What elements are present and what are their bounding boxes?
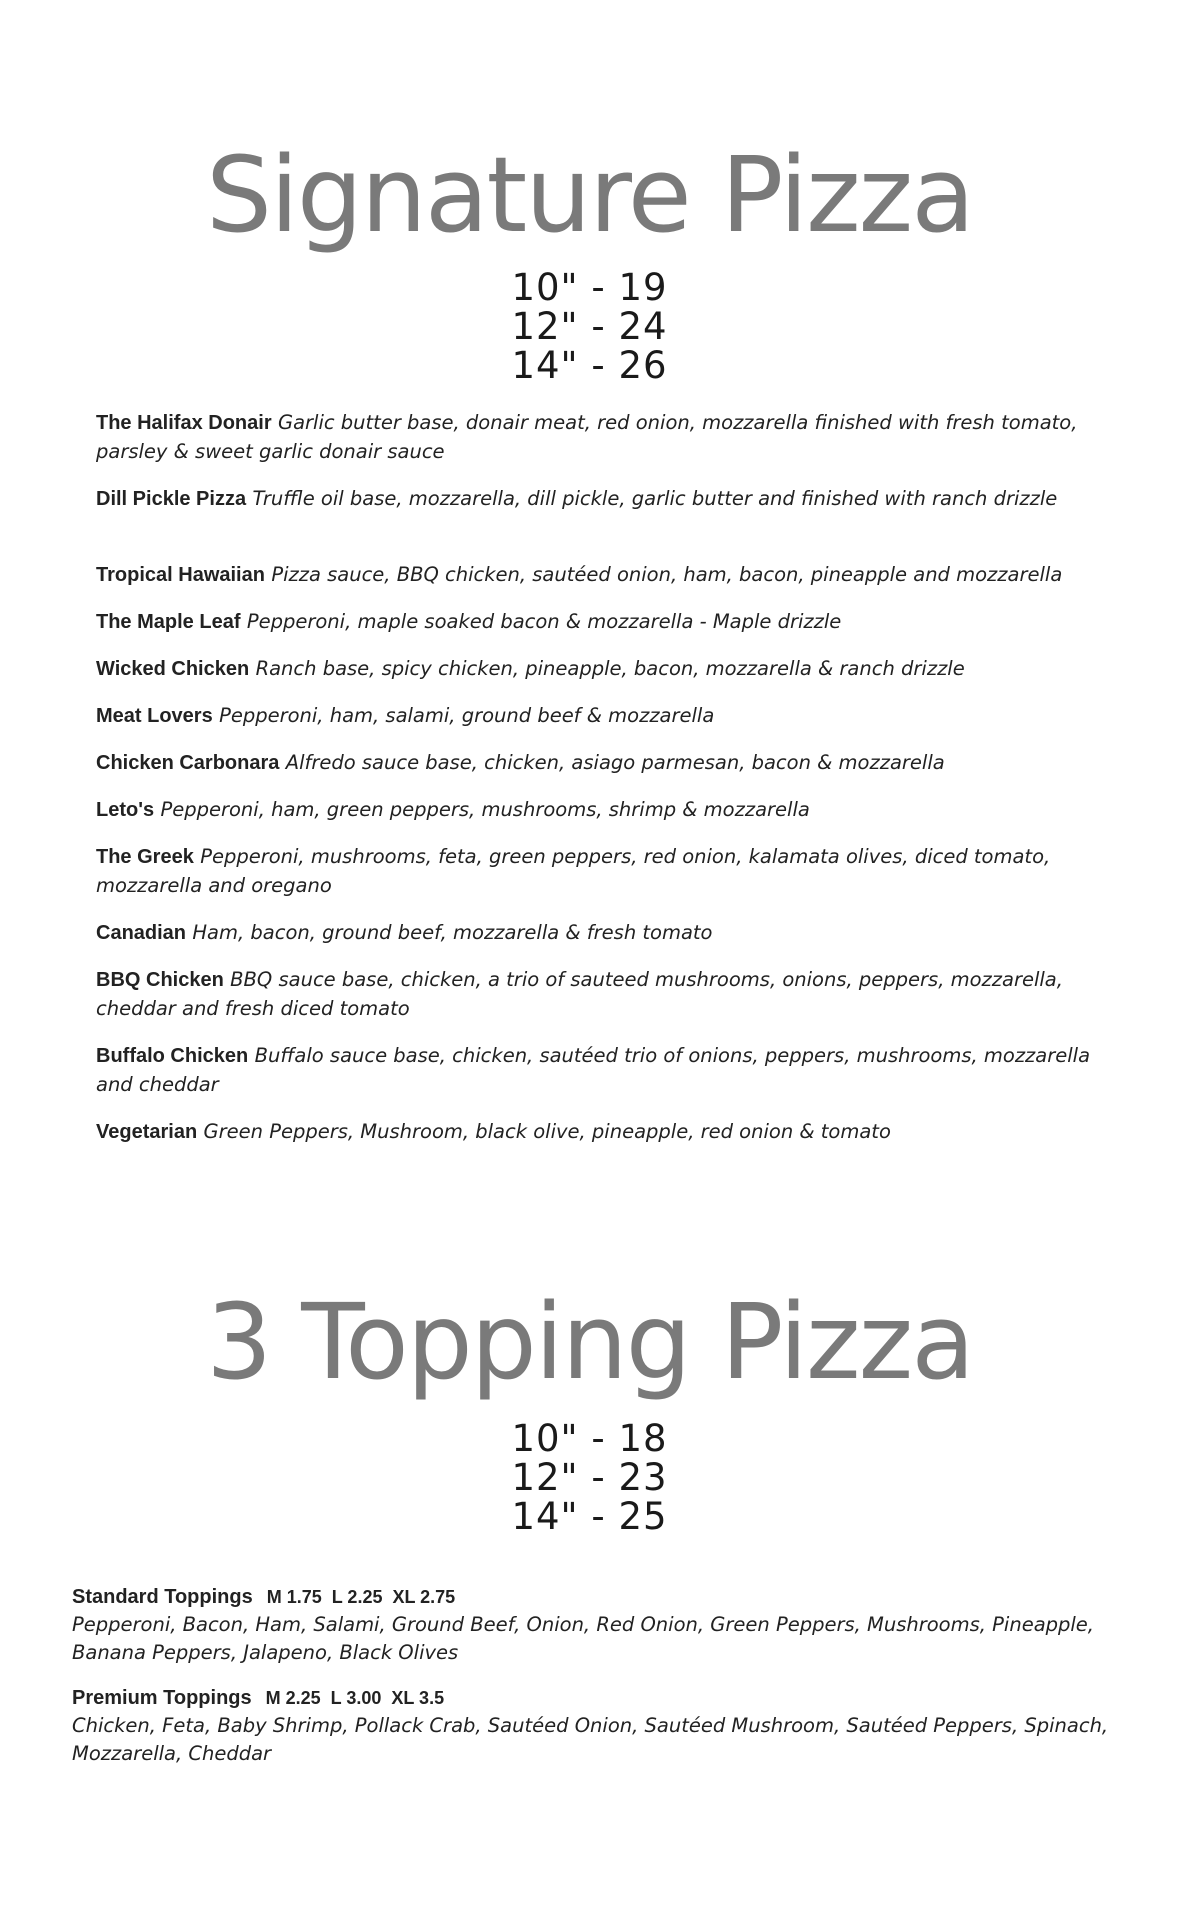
menu-item: [96, 965, 1096, 1023]
item-description: Ham, bacon, ground beef, mozzarella & fresh tomato: [192, 921, 713, 944]
item-name: Meat Lovers: [96, 705, 213, 727]
item-name: Dill Pickle Pizza: [96, 488, 247, 510]
item-name: Vegetarian: [96, 1121, 198, 1143]
item-name: Wicked Chicken: [96, 658, 250, 680]
three-topping-prices: [0, 1419, 1179, 1536]
price-12-inch: 12" - 24: [511, 305, 668, 348]
item-description: Alfredo sauce base, chicken, asiago parmesan, bacon & mozzarella: [285, 751, 945, 774]
menu-item: [96, 1041, 1096, 1099]
item-name: BBQ Chicken: [96, 969, 224, 991]
item-name: Tropical Hawaiian: [96, 564, 265, 586]
three-topping-pizza-title: 3 Topping Pizza: [206, 1281, 973, 1403]
item-description: Buffalo sauce base, chicken, sautéed trio of onions, peppers, mushrooms, mozzarella and cheddar: [96, 1044, 1091, 1096]
standard-toppings-list: Pepperoni, Bacon, Ham, Salami, Ground Beef, Onion, Red Onion, Green Peppers, Mushrooms, Pineapple, Banana Peppers, Jalapeno, Black Olives: [72, 1613, 1095, 1664]
menu-item: [96, 842, 1096, 900]
price-12-inch: 12" - 23: [511, 1456, 668, 1499]
menu-item: [96, 918, 1096, 947]
item-description: Truffle oil base, mozzarella, dill pickle, garlic butter and finished with ranch drizzle: [252, 487, 1058, 510]
item-description: Pepperoni, maple soaked bacon & mozzarella - Maple drizzle: [246, 610, 842, 633]
menu-item: [96, 484, 1096, 513]
premium-toppings: [72, 1683, 1132, 1768]
signature-pizza-list: [96, 408, 1096, 1164]
item-name: Leto's: [96, 799, 155, 821]
price-14-inch: 14" - 26: [511, 344, 668, 387]
standard-toppings-prices: M 1.75 L 2.25 XL 2.75: [266, 1587, 456, 1607]
item-description: BBQ sauce base, chicken, a trio of sauteed mushrooms, onions, peppers, mozzarella, cheddar and fresh diced tomato: [96, 968, 1063, 1020]
item-description: Pepperoni, ham, green peppers, mushrooms, shrimp & mozzarella: [160, 798, 810, 821]
premium-toppings-prices: M 2.25 L 3.00 XL 3.5: [265, 1688, 445, 1708]
item-description: Pizza sauce, BBQ chicken, sautéed onion, ham, bacon, pineapple and mozzarella: [271, 563, 1063, 586]
menu-item: [96, 748, 1096, 777]
menu-item: [96, 701, 1096, 730]
item-name: Chicken Carbonara: [96, 752, 280, 774]
item-description: Green Peppers, Mushroom, black olive, pineapple, red onion & tomato: [203, 1120, 891, 1143]
premium-toppings-list: Chicken, Feta, Baby Shrimp, Pollack Crab, Sautéed Onion, Sautéed Mushroom, Sautéed Peppers, Spinach, Mozzarella, Cheddar: [72, 1714, 1109, 1765]
menu-item: [96, 408, 1096, 466]
item-description: Pepperoni, mushrooms, feta, green peppers, red onion, kalamata olives, diced tomato, mozzarella and oregano: [96, 845, 1051, 897]
price-10-inch: 10" - 19: [511, 266, 668, 309]
standard-toppings: [72, 1582, 1132, 1667]
price-14-inch: 14" - 25: [511, 1495, 668, 1538]
item-description: Garlic butter base, donair meat, red onion, mozzarella finished with fresh tomato, parsley & sweet garlic donair sauce: [96, 411, 1078, 463]
item-name: Canadian: [96, 922, 187, 944]
item-name: The Halifax Donair: [96, 412, 272, 434]
premium-toppings-label: Premium Toppings: [72, 1687, 252, 1709]
signature-pizza-title: Signature Pizza: [205, 134, 973, 256]
signature-prices: [0, 268, 1179, 385]
item-description: Pepperoni, ham, salami, ground beef & mozzarella: [219, 704, 715, 727]
menu-item: [96, 654, 1096, 683]
toppings-section: [72, 1582, 1132, 1784]
menu-item: [96, 560, 1096, 589]
price-10-inch: 10" - 18: [511, 1417, 668, 1460]
item-name: The Greek: [96, 846, 194, 868]
item-name: The Maple Leaf: [96, 611, 241, 633]
menu-item: [96, 1117, 1096, 1146]
menu-item: [96, 607, 1096, 636]
menu-item: [96, 795, 1096, 824]
item-name: Buffalo Chicken: [96, 1045, 249, 1067]
standard-toppings-label: Standard Toppings: [72, 1586, 253, 1608]
item-description: Ranch base, spicy chicken, pineapple, bacon, mozzarella & ranch drizzle: [255, 657, 965, 680]
